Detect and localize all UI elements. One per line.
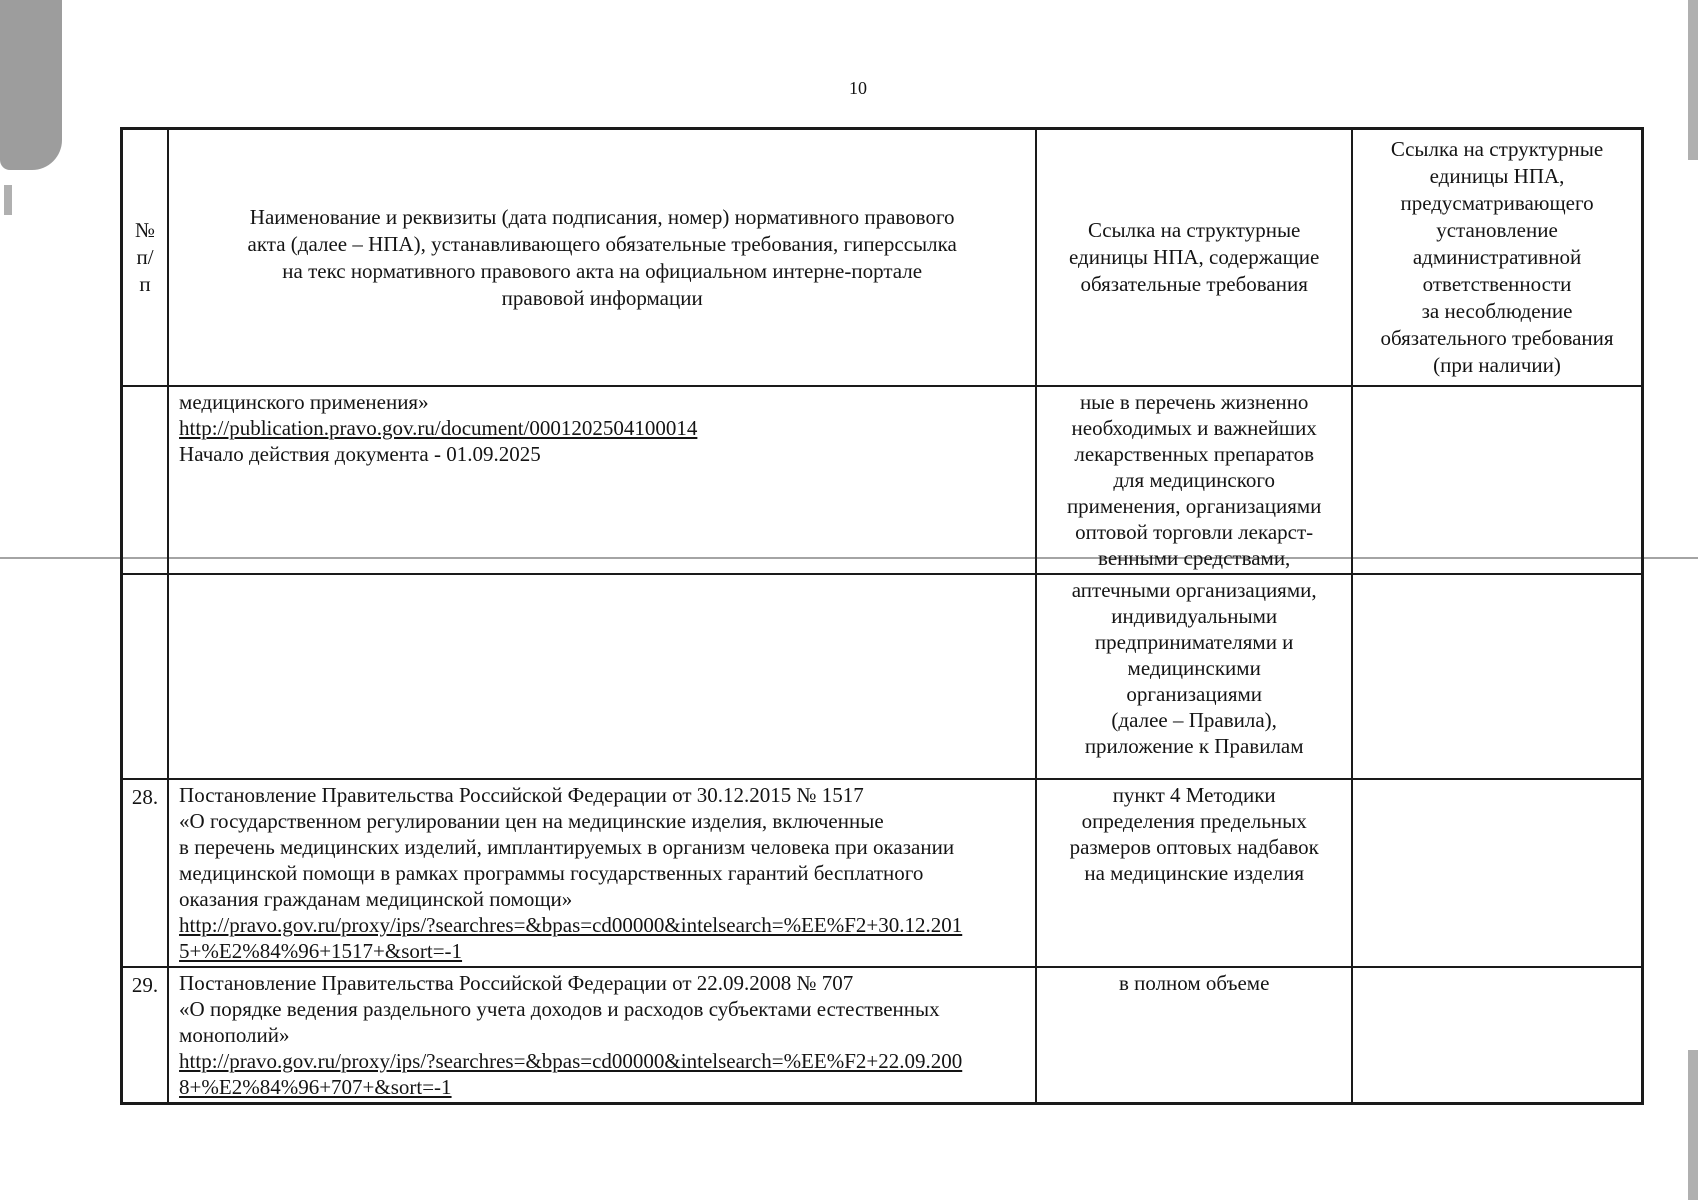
header-responsibility [1352,129,1642,387]
header-resp-line: ответственности [1422,272,1572,296]
header-resp-line: обязательного требования [1380,326,1614,350]
req-line: применения, организациями [1066,494,1322,518]
table-row [122,967,1643,1104]
document-link[interactable]: 5+%E2%84%96+1517+&sort=-1 [179,939,463,963]
header-resp-line: (при наличии) [1433,353,1561,377]
req-line: организациями [1126,682,1263,706]
header-req-line: Ссылка на структурные [1087,218,1301,242]
page-number: 10 [849,78,867,98]
header-resp-line: установление [1436,218,1558,242]
cell-name [168,386,1036,574]
req-line: (далее – Правила), [1111,708,1277,732]
req-line: индивидуальными [1111,604,1278,628]
header-num [122,129,169,387]
name-line: Постановление Правительства Российской Федерации от 22.09.2008 № 707 [179,971,854,995]
cell-num: 28. [122,779,169,967]
header-resp-line: административной [1412,245,1582,269]
req-line: необходимых и важнейших [1071,416,1317,440]
cell-name [168,967,1036,1104]
cell-requirements [1036,574,1352,779]
req-line: для медицинского [1113,468,1275,492]
req-line: на медицинские изделия [1084,861,1304,885]
name-line: Постановление Правительства Российской Федерации от 30.12.2015 № 1517 [179,783,864,807]
req-line: венными средствами, [1098,546,1291,570]
cell-name [168,779,1036,967]
cell-requirements [1036,967,1352,1104]
scan-edge-right-lower [1688,1050,1698,1200]
name-line: «О порядке ведения раздельного учета доходов и расходов субъектами естественных [179,997,940,1021]
header-name-line: на текс нормативного правового акта на официальном интерне-портале [282,258,923,283]
header-req-line: обязательные требования [1080,272,1308,296]
req-line: определения предельных [1081,809,1307,833]
header-resp-line: Ссылка на структурные [1390,137,1604,161]
cell-responsibility [1352,574,1642,779]
header-resp-line: единицы НПА, [1429,164,1565,188]
header-name-line: правовой информации [501,285,703,310]
req-line: в полном объеме [1118,971,1270,995]
req-line: пункт 4 Методики [1112,783,1276,807]
name-line: Начало действия документа - 01.09.2025 [179,442,541,466]
table-row-continuation [122,386,1643,574]
cell-num: 29. [122,967,169,1104]
name-line: медицинской помощи в рамках программы государственных гарантий бесплатного [179,861,924,885]
header-name-line: Наименование и реквизиты (дата подписания, номер) нормативного правового [249,204,955,229]
req-line: ные в перечень жизненно [1079,390,1309,414]
cell-num [122,386,169,574]
header-name-line: акта (далее – НПА), устанавливающего обязательные требования, гиперссылка [247,231,957,256]
requirements-table [120,127,1644,1105]
document-link[interactable]: http://publication.pravo.gov.ru/document/0001202504100014 [179,416,698,440]
scan-edge-right [1688,0,1698,160]
header-num-line: № [135,218,156,242]
table-row [122,779,1643,967]
name-line: монополий» [179,1023,290,1047]
name-line: в перечень медицинских изделий, имплантируемых в организм человека при оказании [179,835,955,859]
scan-smudge-left-mark [4,185,12,215]
scan-smudge-top-left [0,0,62,170]
name-line: «О государственном регулировании цен на медицинские изделия, включенные [179,809,884,833]
header-num-line: п/п [136,245,154,296]
name-line: оказания гражданам медицинской помощи» [179,887,573,911]
cell-num [122,574,169,779]
document-link[interactable]: http://pravo.gov.ru/proxy/ips/?searchres=&bpas=cd00000&intelsearch=%EE%F2+30.12.201 [179,913,963,937]
name-line: медицинского применения» [179,390,429,414]
cell-responsibility [1352,386,1642,574]
req-line: приложение к Правилам [1084,734,1304,758]
header-req-line: единицы НПА, содержащие [1069,245,1320,269]
req-line: оптовой торговли лекарст- [1075,520,1314,544]
cell-responsibility [1352,967,1642,1104]
req-line: аптечными организациями, [1071,578,1317,602]
cell-requirements [1036,779,1352,967]
table-row-continuation-2 [122,574,1643,779]
header-requirements [1036,129,1352,387]
document-link[interactable]: http://pravo.gov.ru/proxy/ips/?searchres=&bpas=cd00000&intelsearch=%EE%F2+22.09.200 [179,1049,963,1073]
req-line: предпринимателями и [1094,630,1294,654]
cell-responsibility [1352,779,1642,967]
document-link[interactable]: 8+%E2%84%96+707+&sort=-1 [179,1075,452,1099]
req-line: лекарственных препаратов [1074,442,1315,466]
req-line: размеров оптовых надбавок [1069,835,1319,859]
req-line: медицинскими [1127,656,1261,680]
header-resp-line: за несоблюдение [1421,299,1573,323]
header-resp-line: предусматривающего [1400,191,1594,215]
cell-name [168,574,1036,779]
cell-requirements [1036,386,1352,574]
table-header-row [122,129,1643,387]
header-name [168,129,1036,387]
